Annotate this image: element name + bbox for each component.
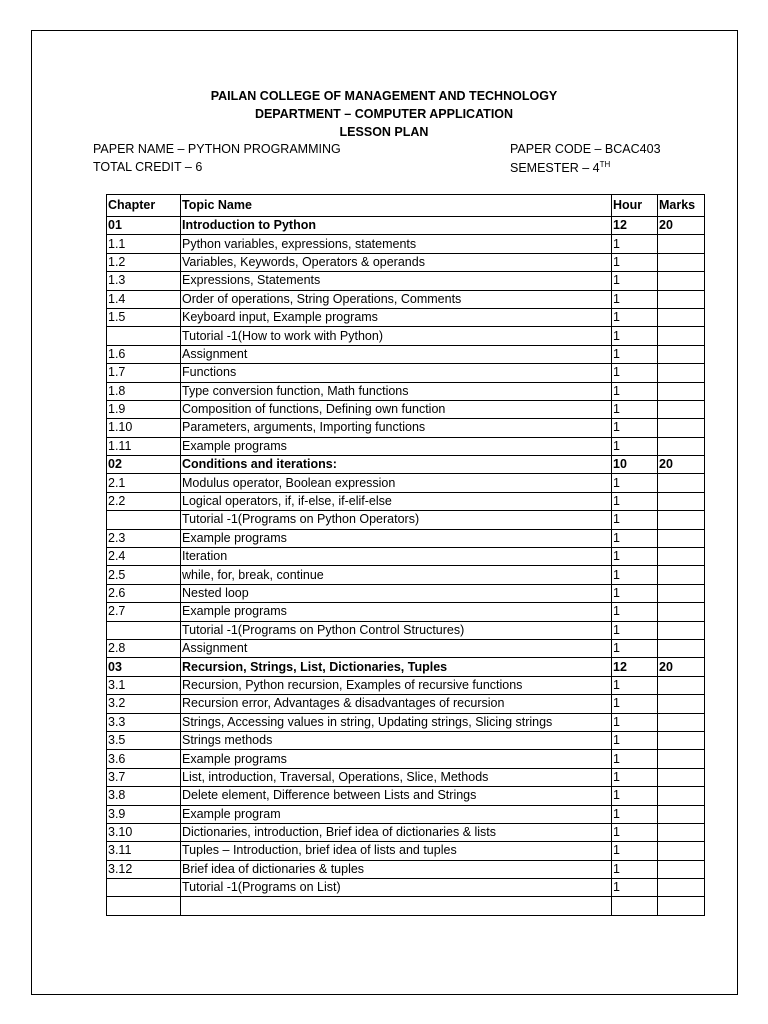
- cell-chapter: 2.3: [107, 529, 181, 547]
- cell-topic: Modulus operator, Boolean expression: [181, 474, 612, 492]
- cell-marks: [658, 842, 705, 860]
- semester-text: SEMESTER – 4: [510, 161, 600, 176]
- cell-chapter: 01: [107, 217, 181, 235]
- cell-marks: [658, 768, 705, 786]
- table-row: [107, 584, 705, 602]
- table-row: [107, 603, 705, 621]
- cell-marks: [658, 731, 705, 749]
- cell-marks: [658, 805, 705, 823]
- cell-topic: Recursion error, Advantages & disadvantages of recursion: [181, 695, 612, 713]
- cell-marks: [658, 419, 705, 437]
- cell-hour: 1: [612, 437, 658, 455]
- cell-topic: Conditions and iterations:: [181, 456, 612, 474]
- cell-topic: Python variables, expressions, statements: [181, 235, 612, 253]
- semester-superscript: TH: [599, 160, 611, 169]
- cell-chapter: 1.5: [107, 308, 181, 326]
- cell-marks: [658, 750, 705, 768]
- cell-chapter: 3.11: [107, 842, 181, 860]
- cell-chapter: [107, 621, 181, 639]
- cell-hour: 1: [612, 676, 658, 694]
- table-row: [107, 658, 705, 676]
- cell-chapter: 1.10: [107, 419, 181, 437]
- cell-marks: [658, 695, 705, 713]
- cell-marks: [658, 639, 705, 657]
- cell-hour: 1: [612, 823, 658, 841]
- cell-chapter: [107, 327, 181, 345]
- cell-hour: 1: [612, 382, 658, 400]
- cell-marks: 20: [658, 658, 705, 676]
- cell-topic: Expressions, Statements: [181, 272, 612, 290]
- cell-marks: 20: [658, 217, 705, 235]
- cell-chapter: [107, 511, 181, 529]
- column-header-topic: Topic Name: [181, 195, 612, 217]
- cell-chapter: 1.7: [107, 364, 181, 382]
- cell-topic: Example programs: [181, 437, 612, 455]
- cell-chapter: 3.10: [107, 823, 181, 841]
- cell-topic: Tutorial -1(Programs on Python Operators): [181, 511, 612, 529]
- cell-marks: [658, 603, 705, 621]
- cell-hour: 1: [612, 639, 658, 657]
- cell-topic: Functions: [181, 364, 612, 382]
- cell-chapter: 3.7: [107, 768, 181, 786]
- table-row: [107, 364, 705, 382]
- cell-topic: Brief idea of dictionaries & tuples: [181, 860, 612, 878]
- cell-chapter: 1.1: [107, 235, 181, 253]
- cell-marks: [658, 713, 705, 731]
- cell-marks: 20: [658, 456, 705, 474]
- cell-hour: 1: [612, 400, 658, 418]
- cell-topic: Dictionaries, introduction, Brief idea of dictionaries & lists: [181, 823, 612, 841]
- cell-topic: Introduction to Python: [181, 217, 612, 235]
- table-row: [107, 750, 705, 768]
- cell-hour: 1: [612, 842, 658, 860]
- cell-marks: [658, 860, 705, 878]
- cell-topic: Recursion, Python recursion, Examples of recursive functions: [181, 676, 612, 694]
- cell-chapter: [107, 897, 181, 915]
- cell-chapter: 02: [107, 456, 181, 474]
- cell-hour: 1: [612, 364, 658, 382]
- column-header-marks: Marks: [658, 195, 705, 217]
- cell-marks: [658, 823, 705, 841]
- cell-chapter: 1.9: [107, 400, 181, 418]
- table-row: [107, 879, 705, 897]
- table-row: [107, 548, 705, 566]
- cell-chapter: 3.12: [107, 860, 181, 878]
- cell-topic: Order of operations, String Operations, Comments: [181, 290, 612, 308]
- cell-topic: Composition of functions, Defining own function: [181, 400, 612, 418]
- lesson-plan-table: [106, 194, 705, 916]
- column-header-chapter: Chapter: [107, 195, 181, 217]
- cell-topic: Nested loop: [181, 584, 612, 602]
- cell-hour: 1: [612, 603, 658, 621]
- table-row: [107, 639, 705, 657]
- table-row: [107, 253, 705, 271]
- cell-marks: [658, 511, 705, 529]
- cell-topic: Recursion, Strings, List, Dictionaries, Tuples: [181, 658, 612, 676]
- cell-chapter: 1.11: [107, 437, 181, 455]
- cell-hour: 1: [612, 621, 658, 639]
- total-credit: TOTAL CREDIT – 6: [93, 160, 203, 174]
- cell-chapter: 1.2: [107, 253, 181, 271]
- cell-hour: 1: [612, 695, 658, 713]
- cell-hour: 1: [612, 879, 658, 897]
- cell-chapter: 1.8: [107, 382, 181, 400]
- paper-code: PAPER CODE – BCAC403: [510, 142, 661, 156]
- cell-chapter: 3.8: [107, 787, 181, 805]
- table-row: [107, 272, 705, 290]
- cell-marks: [658, 879, 705, 897]
- cell-topic: Strings methods: [181, 731, 612, 749]
- cell-marks: [658, 327, 705, 345]
- cell-marks: [658, 787, 705, 805]
- semester: [510, 160, 610, 175]
- cell-topic: Tuples – Introduction, brief idea of lists and tuples: [181, 842, 612, 860]
- cell-marks: [658, 400, 705, 418]
- cell-marks: [658, 529, 705, 547]
- table-row: [107, 308, 705, 326]
- cell-hour: 1: [612, 860, 658, 878]
- cell-marks: [658, 382, 705, 400]
- cell-marks: [658, 474, 705, 492]
- table-row: [107, 419, 705, 437]
- cell-hour: 1: [612, 235, 658, 253]
- cell-chapter: 2.4: [107, 548, 181, 566]
- table-row: [107, 897, 705, 915]
- cell-hour: 1: [612, 253, 658, 271]
- cell-hour: 1: [612, 787, 658, 805]
- cell-hour: 1: [612, 327, 658, 345]
- cell-topic: Variables, Keywords, Operators & operands: [181, 253, 612, 271]
- table-row: [107, 437, 705, 455]
- table-row: [107, 511, 705, 529]
- table-row: [107, 768, 705, 786]
- cell-topic: List, introduction, Traversal, Operations, Slice, Methods: [181, 768, 612, 786]
- cell-topic: Example programs: [181, 603, 612, 621]
- cell-topic: Tutorial -1(Programs on List): [181, 879, 612, 897]
- table-row: [107, 566, 705, 584]
- cell-marks: [658, 364, 705, 382]
- cell-chapter: 3.9: [107, 805, 181, 823]
- cell-hour: 1: [612, 750, 658, 768]
- cell-topic: Logical operators, if, if-else, if-elif-else: [181, 492, 612, 510]
- cell-marks: [658, 308, 705, 326]
- table-row: [107, 217, 705, 235]
- cell-marks: [658, 437, 705, 455]
- cell-chapter: 2.8: [107, 639, 181, 657]
- cell-hour: 12: [612, 217, 658, 235]
- column-header-hour: Hour: [612, 195, 658, 217]
- cell-marks: [658, 253, 705, 271]
- cell-topic: Tutorial -1(Programs on Python Control Structures): [181, 621, 612, 639]
- cell-hour: 10: [612, 456, 658, 474]
- cell-hour: 1: [612, 548, 658, 566]
- cell-hour: [612, 897, 658, 915]
- cell-hour: 1: [612, 419, 658, 437]
- cell-hour: 1: [612, 584, 658, 602]
- table-row: [107, 805, 705, 823]
- cell-marks: [658, 566, 705, 584]
- cell-hour: 1: [612, 345, 658, 363]
- cell-hour: 1: [612, 492, 658, 510]
- cell-chapter: 3.6: [107, 750, 181, 768]
- cell-chapter: 2.5: [107, 566, 181, 584]
- cell-chapter: 3.1: [107, 676, 181, 694]
- cell-marks: [658, 492, 705, 510]
- cell-hour: 1: [612, 474, 658, 492]
- cell-hour: 1: [612, 713, 658, 731]
- cell-hour: 1: [612, 511, 658, 529]
- cell-marks: [658, 676, 705, 694]
- table-row: [107, 621, 705, 639]
- cell-chapter: 2.7: [107, 603, 181, 621]
- cell-chapter: [107, 879, 181, 897]
- cell-topic: Example program: [181, 805, 612, 823]
- cell-chapter: 3.3: [107, 713, 181, 731]
- cell-topic: Example programs: [181, 750, 612, 768]
- cell-hour: 1: [612, 272, 658, 290]
- cell-hour: 1: [612, 308, 658, 326]
- table-row: [107, 290, 705, 308]
- table-row: [107, 713, 705, 731]
- table-row: [107, 327, 705, 345]
- college-name: PAILAN COLLEGE OF MANAGEMENT AND TECHNOLOGY: [210, 89, 558, 103]
- cell-chapter: 3.5: [107, 731, 181, 749]
- table-body: [107, 217, 705, 916]
- cell-topic: Assignment: [181, 639, 612, 657]
- table-row: [107, 860, 705, 878]
- cell-topic: Parameters, arguments, Importing functions: [181, 419, 612, 437]
- cell-topic: Example programs: [181, 529, 612, 547]
- cell-hour: 1: [612, 805, 658, 823]
- cell-hour: 1: [612, 290, 658, 308]
- cell-chapter: 3.2: [107, 695, 181, 713]
- cell-marks: [658, 621, 705, 639]
- cell-marks: [658, 345, 705, 363]
- cell-topic: Delete element, Difference between Lists and Strings: [181, 787, 612, 805]
- cell-topic: Iteration: [181, 548, 612, 566]
- table-row: [107, 823, 705, 841]
- cell-chapter: 1.6: [107, 345, 181, 363]
- cell-marks: [658, 272, 705, 290]
- table-row: [107, 456, 705, 474]
- table-row: [107, 529, 705, 547]
- cell-hour: 1: [612, 731, 658, 749]
- paper-name: PAPER NAME – PYTHON PROGRAMMING: [93, 142, 341, 156]
- table-row: [107, 842, 705, 860]
- cell-hour: 12: [612, 658, 658, 676]
- cell-topic: Type conversion function, Math functions: [181, 382, 612, 400]
- table-row: [107, 695, 705, 713]
- cell-chapter: 1.3: [107, 272, 181, 290]
- cell-marks: [658, 584, 705, 602]
- table-row: [107, 492, 705, 510]
- cell-chapter: 1.4: [107, 290, 181, 308]
- cell-marks: [658, 290, 705, 308]
- table-header-row: [107, 195, 705, 217]
- cell-hour: 1: [612, 529, 658, 547]
- cell-hour: 1: [612, 566, 658, 584]
- table-row: [107, 382, 705, 400]
- cell-marks: [658, 548, 705, 566]
- table-row: [107, 400, 705, 418]
- department-name: DEPARTMENT – COMPUTER APPLICATION: [254, 107, 514, 121]
- cell-marks: [658, 235, 705, 253]
- table-row: [107, 731, 705, 749]
- cell-chapter: 2.6: [107, 584, 181, 602]
- cell-marks: [658, 897, 705, 915]
- cell-topic: [181, 897, 612, 915]
- cell-hour: 1: [612, 768, 658, 786]
- table-row: [107, 474, 705, 492]
- cell-topic: Assignment: [181, 345, 612, 363]
- table-row: [107, 787, 705, 805]
- table-row: [107, 345, 705, 363]
- cell-topic: while, for, break, continue: [181, 566, 612, 584]
- cell-chapter: 2.1: [107, 474, 181, 492]
- table-row: [107, 676, 705, 694]
- cell-topic: Tutorial -1(How to work with Python): [181, 327, 612, 345]
- document-title: LESSON PLAN: [339, 125, 429, 139]
- cell-topic: Keyboard input, Example programs: [181, 308, 612, 326]
- cell-chapter: 2.2: [107, 492, 181, 510]
- table-row: [107, 235, 705, 253]
- cell-chapter: 03: [107, 658, 181, 676]
- cell-topic: Strings, Accessing values in string, Updating strings, Slicing strings: [181, 713, 612, 731]
